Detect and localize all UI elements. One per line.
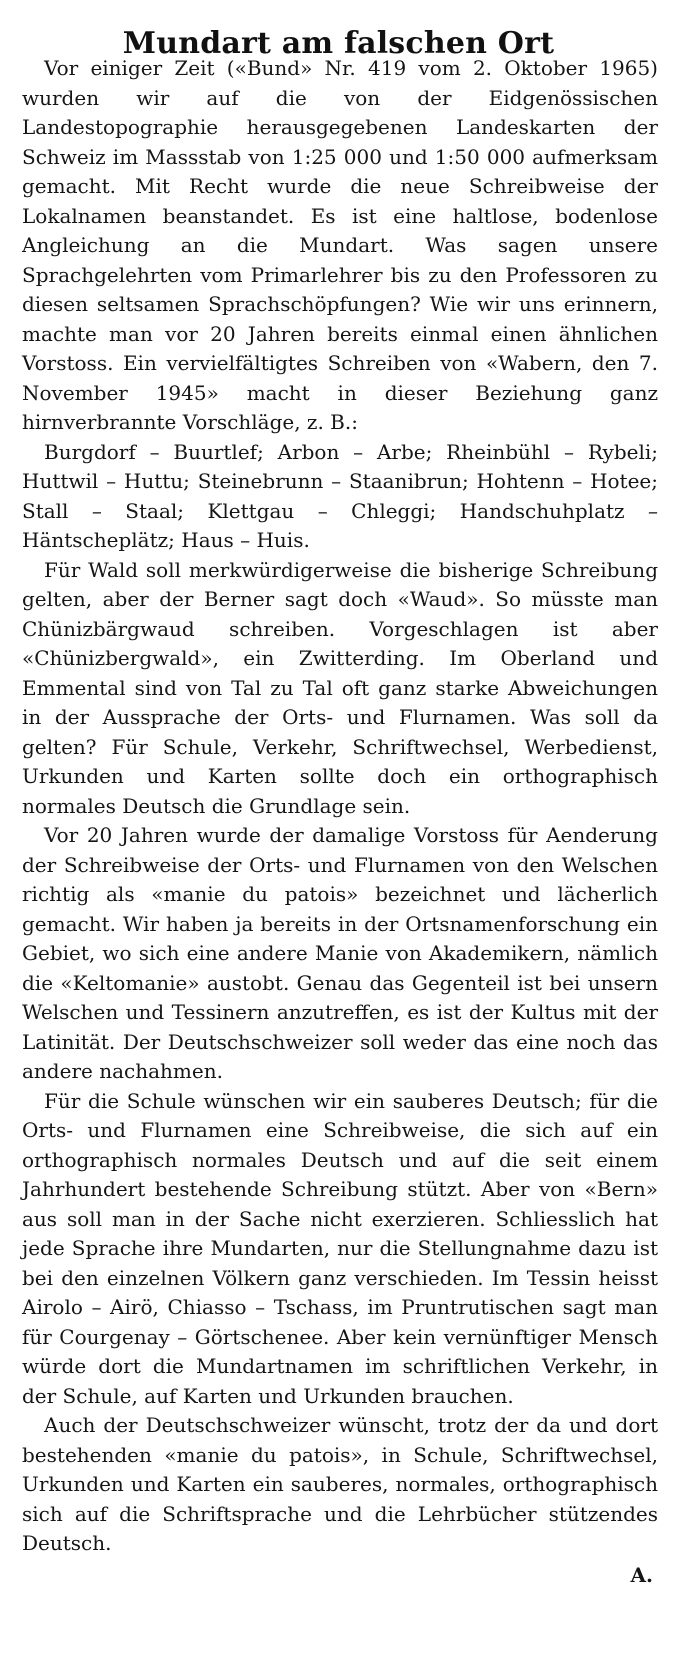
article-body — [22, 54, 658, 1559]
author-signature: A. — [630, 1563, 653, 1587]
paragraph-examples: Burgdorf – Buurtlef; Arbon – Arbe; Rheinbühl – Rybeli; Huttwil – Huttu; Steinebrunn – Staanibrun; Hohtenn – Hotee; Stall – Staal; Klettgau – Chleggi; Handschuhplatz – Häntscheplätz; Haus – Huis. — [22, 439, 658, 552]
paragraph-wald: Für Wald soll merkwürdigerweise die bisherige Schreibung gelten, aber der Berner sagt doch «Waud». So müsste man Chünizbärgwaud schreiben. Vorgeschlagen ist aber «Chünizbergwald», ein Zwitterding. Im Oberland und Emmental sind von Tal zu Tal oft ganz starke Abweichungen in der Aussprache der Orts- und Flurnamen. Was soll da gelten? Für Schule, Verkehr, Schriftwechsel, Werbedienst, Urkunden und Karten sollte doch ein orthographisch normales Deutsch die Grundlage sein. — [22, 557, 658, 818]
paragraph-intro: Vor einiger Zeit («Bund» Nr. 419 vom 2. Oktober 1965) wurden wir auf die von der Eidgenössischen Landestopographie herausgegebenen Landeskarten der Schweiz im Massstab von 1:25 000 und 1:50 000 aufmerksam gemacht. Mit Recht wurde die neue Schreibweise der Lokalnamen beanstandet. Es ist eine haltlose, bodenlose Angleichung an die Mundart. Was sagen unsere Sprachgelehrten vom Primarlehrer bis zu den Professoren zu diesen seltsamen Sprachschöpfungen? Wie wir uns erinnern, machte man vor 20 Jahren bereits einmal einen ähnlichen Vorstoss. Ein vervielfältigtes Schreiben von «Wabern, den 7. November 1945» macht in dieser Beziehung ganz hirnverbrannte Vorschläge, z. B.: — [22, 56, 658, 434]
paragraph-schule: Für die Schule wünschen wir ein sauberes Deutsch; für die Orts- und Flurnamen eine Schreibweise, die sich auf ein orthographisch normales Deutsch und auf die seit einem Jahrhundert bestehende Schreibung stützt. Aber von «Bern» aus soll man in der Sache nicht exerzieren. Schliesslich hat jede Sprache ihre Mundarten, nur die Stellungnahme dazu ist bei den einzelnen Völkern ganz verschieden. Im Tessin heisst Airolo – Airö, Chiasso – Tschass, im Pruntrutischen sagt man für Courgenay – Görtschenee. Aber kein vernünftiger Mensch würde dort die Mundartnamen im schriftlichen Verkehr, in der Schule, auf Karten und Urkunden brauchen. — [22, 1088, 658, 1408]
article-title: Mundart am falschen Ort — [122, 26, 555, 62]
paragraph-welsch: Vor 20 Jahren wurde der damalige Vorstoss für Aenderung der Schreibweise der Orts- und Flurnamen von den Welschen richtig als «manie du patois» bezeichnet und lächerlich gemacht. Wir haben ja bereits in der Ortsnamenforschung ein Gebiet, wo sich eine andere Manie von Akademikern, nämlich die «Keltomanie» austobt. Genau das Gegenteil ist bei unsern Welschen und Tessinern anzutreffen, es ist der Kultus mit der Latinität. Der Deutschschweizer soll weder das eine noch das andere nachahmen. — [22, 823, 658, 1083]
paragraph-conclusion: Auch der Deutschschweizer wünscht, trotz der da und dort bestehenden «manie du patois», in Schule, Schriftwechsel, Urkunden und Karten ein sauberes, normales, orthographisch sich auf die Schriftsprache und die Lehrbücher stützendes Deutsch. — [22, 1413, 658, 1555]
